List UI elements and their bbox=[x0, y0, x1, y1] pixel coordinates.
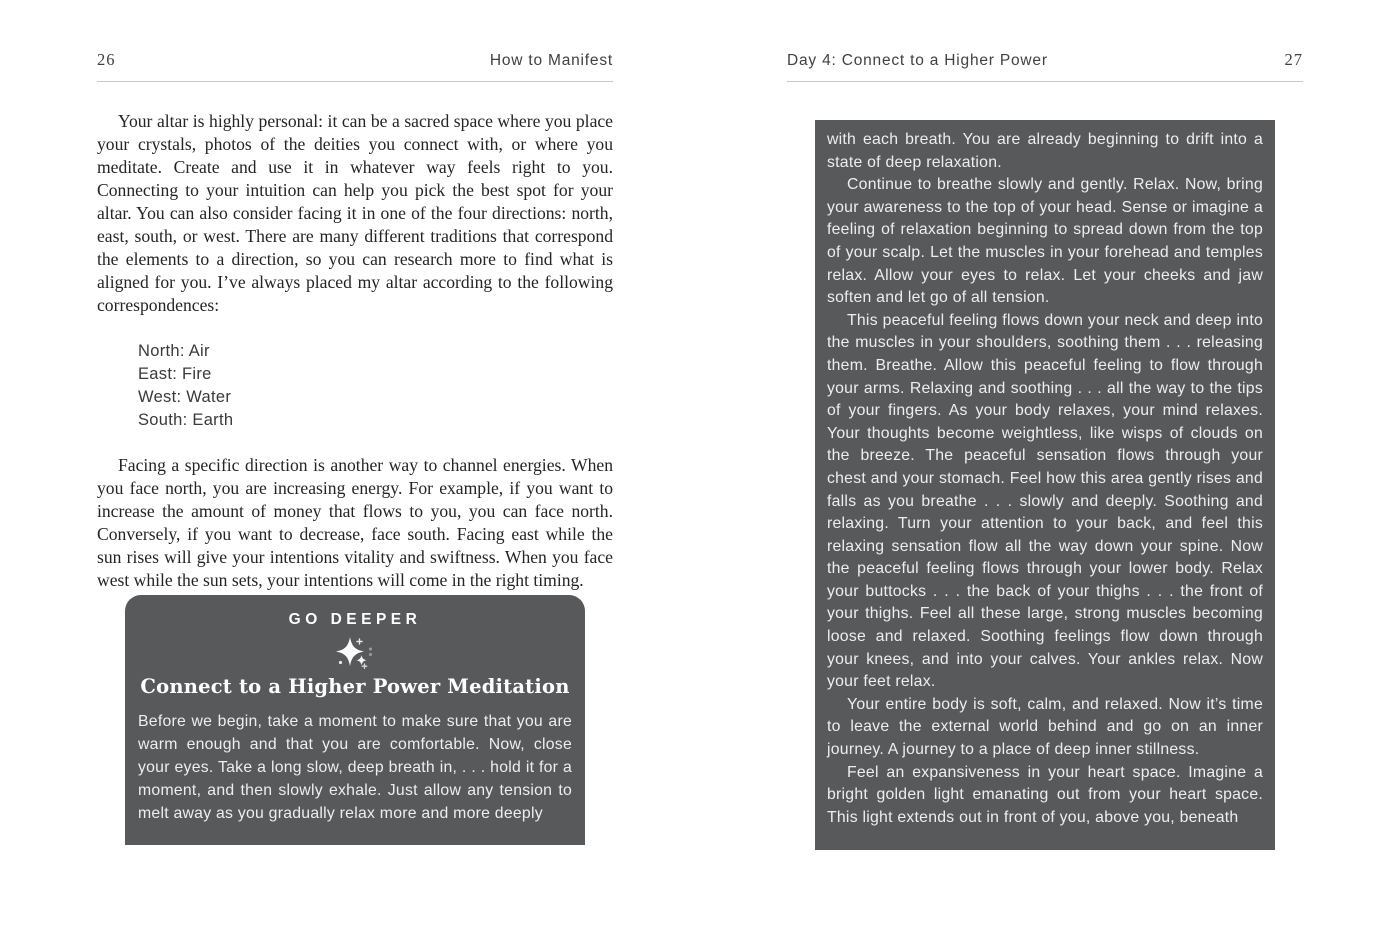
meditation-paragraph: Before we begin, take a moment to make sure that you are warm enough and that you are comfortable. Now, close your eyes. Take a long slow, deep breath in, . . . hold it for a moment, and then slowly exhale. Just allow any tension to melt away as you gradually relax more and more deeply bbox=[138, 713, 572, 822]
meditation-paragraph: Continue to breathe slowly and gently. Relax. Now, bring your awareness to the top of your head. Sense or imagine a feeling of relaxation beginning to spread down from the top of your scalp. Let the muscles in your forehead and temples relax. Allow your eyes to relax. Let your cheeks and jaw soften and let go of all tension. bbox=[827, 176, 1263, 307]
go-deeper-box bbox=[125, 595, 585, 845]
running-title-left: How to Manifest bbox=[489, 52, 613, 69]
running-header-right bbox=[787, 50, 1303, 82]
go-deeper-label: GO DEEPER bbox=[288, 611, 422, 628]
page-left bbox=[97, 0, 613, 933]
meditation-paragraph: with each breath. You are already beginning to drift into a state of deep relaxation. bbox=[827, 131, 1263, 171]
list-item: North: Air bbox=[138, 342, 210, 360]
meditation-paragraph: Feel an expansiveness in your heart space. Imagine a bright golden light emanating out from your heart space. This light extends out in front of you, above you, beneath bbox=[827, 763, 1263, 826]
page-number-right: 27 bbox=[1284, 50, 1303, 69]
sparkle-icon bbox=[333, 635, 377, 671]
page-right bbox=[787, 0, 1303, 933]
paragraph: Facing a specific direction is another way to channel energies. When you face north, you are increasing energy. For example, if you want to increase the amount of money that flows to you, you can face north. Conversely, if you want to decrease, face south. Facing east while the sun rises will give your intentions vitality and swiftness. When you face west while the sun sets, your intentions will come in the right timing. bbox=[97, 455, 613, 590]
list-item: East: Fire bbox=[138, 365, 212, 383]
meditation-box-continued bbox=[815, 120, 1275, 850]
page-number-left: 26 bbox=[97, 50, 116, 69]
meditation-paragraph: Your entire body is soft, calm, and relaxed. Now it’s time to leave the external world behind and go on an inner journey. A journey to a place of deep inner stillness. bbox=[827, 695, 1263, 759]
body-text-left bbox=[97, 110, 613, 592]
list-item: West: Water bbox=[138, 388, 232, 406]
list-item: South: Earth bbox=[138, 411, 234, 429]
running-header-left bbox=[97, 50, 613, 82]
running-title-right: Day 4: Connect to a Higher Power bbox=[787, 52, 1048, 69]
meditation-title: Connect to a Higher Power Meditation bbox=[140, 675, 570, 698]
correspondence-list bbox=[138, 340, 613, 432]
paragraph: Your altar is highly personal: it can be a sacred space where you place your crystals, photos of the deities you connect with, or where you meditate. Create and use it in whatever way feels right to you. Connecting to your intuition can help you pick the best spot for your altar. You can also consider facing it in one of the four directions: north, east, south, or west. There are many different traditions that correspond the elements to a direction, so you can research more to find what is aligned for you. I’ve always placed my altar according to the following correspondences: bbox=[97, 111, 613, 315]
meditation-paragraph: This peaceful feeling flows down your neck and deep into the muscles in your shoulders, soothing them . . . releasing them. Breathe. Allow this peaceful feeling to flow through your arms. Relaxing and soothing . . . all the way to the tips of your fingers. As your body relaxes, your mind relaxes. Your thoughts become weightless, like wisps of clouds on the breeze. The peaceful sensation flows through your chest and your stomach. Feel how this area gently rises and falls as you breathe . . . slowly and deeply. Soothing and relaxing. Turn your attention to your back, and feel this relaxing sensation flow all the way down your spine. Now the peaceful feeling flows through your lower body. Relax your buttocks . . . the back of your thighs . . . the front of your thighs. Feel all these large, strong muscles becoming loose and relaxed. Soothing feelings flow down through your knees, and into your calves. Your ankles relax. Now your feet relax. bbox=[827, 311, 1263, 691]
